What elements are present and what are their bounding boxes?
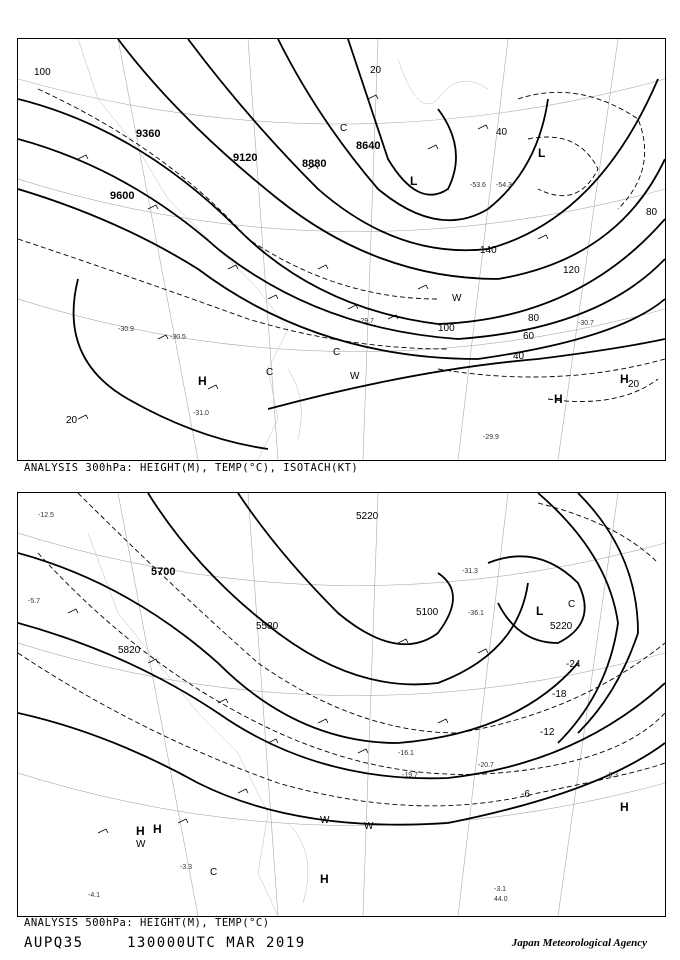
height-label-5220: 5220	[356, 511, 379, 522]
isotach-label: 40	[513, 351, 525, 362]
warm-symbol: W	[364, 821, 374, 832]
high-pressure-symbol: H	[554, 392, 563, 406]
temp-label: -29.9	[483, 434, 499, 441]
height-contours	[18, 39, 665, 449]
map-300hpa-svg	[18, 39, 665, 460]
map-panel-300hpa	[17, 38, 666, 461]
temp-label: -53.6	[470, 182, 486, 189]
isotach-label: 120	[563, 265, 580, 276]
coastline	[88, 533, 308, 916]
high-pressure-symbol: H	[320, 872, 329, 886]
height-label-5100: 5100	[416, 607, 439, 618]
wind-barbs	[78, 95, 548, 419]
height-label-5580: 5580	[256, 621, 279, 632]
high-pressure-symbol: H	[136, 824, 145, 838]
isotach-label: 20	[628, 379, 640, 390]
cold-symbol: C	[333, 347, 341, 358]
map-500hpa-svg	[18, 493, 665, 916]
height-label-100: 100	[34, 67, 51, 78]
isotach-label: 60	[523, 331, 535, 342]
temp-label: -31.3	[462, 568, 478, 575]
temp-label: -3.3	[180, 864, 193, 871]
cold-symbol: C	[266, 367, 274, 378]
height-label-5700: 5700	[151, 566, 176, 578]
temp-label: -30.9	[118, 326, 134, 333]
cold-symbol: C	[210, 867, 218, 878]
temp-label: -5.7	[28, 598, 41, 605]
warm-symbol: W	[350, 371, 360, 382]
low-pressure-symbol: L	[538, 146, 546, 160]
isotach-label: 20	[66, 415, 78, 426]
high-pressure-symbol: H	[620, 800, 629, 814]
coastline	[78, 39, 488, 460]
height-label-9120: 9120	[233, 152, 258, 164]
isotherm-label: -12	[540, 727, 555, 738]
isotherm-label: -24	[566, 659, 581, 670]
height-label-5820: 5820	[118, 645, 141, 656]
temp-label: -19.7	[402, 772, 418, 779]
cold-symbol: C	[340, 123, 348, 134]
warm-symbol: W	[452, 293, 462, 304]
temp-label: -54.3	[496, 182, 512, 189]
isotach-label: 100	[438, 323, 455, 334]
temp-label: -20.7	[478, 762, 494, 769]
low-pressure-symbol: L	[410, 174, 418, 188]
isotach-label: 80	[528, 313, 540, 324]
isotherm-label: -18	[552, 689, 567, 700]
high-pressure-symbol: H	[198, 374, 207, 388]
caption-500hpa: ANALYSIS 500hPa: HEIGHT(M), TEMP(°C)	[24, 917, 270, 929]
temp-label: -29.7	[358, 318, 374, 325]
temp-label: -36.1	[468, 610, 484, 617]
agency-name: Japan Meteorological Agency	[511, 937, 647, 949]
graticule	[18, 493, 665, 916]
height-label-5220: 5220	[550, 621, 573, 632]
temp-label: 44.0	[494, 896, 508, 903]
cold-symbol: C	[568, 599, 576, 610]
isotherm-label: -6	[521, 789, 530, 800]
isotach-label: 20	[370, 65, 382, 76]
height-label-8640: 8640	[356, 140, 381, 152]
warm-symbol: W	[320, 815, 330, 826]
height-label-9600: 9600	[110, 190, 135, 202]
height-label-9360: 9360	[136, 128, 161, 140]
high-pressure-symbol: H	[620, 372, 629, 386]
height-label-8880: 8880	[302, 158, 327, 170]
chart-code: AUPQ35	[24, 935, 84, 951]
isotach-label: 40	[496, 127, 508, 138]
isotherm-contours	[18, 493, 665, 806]
temp-label: -3.1	[494, 886, 507, 893]
valid-time: 130000UTC MAR 2019	[127, 935, 306, 951]
temp-label: -4.1	[88, 892, 101, 899]
high-pressure-symbol: H	[153, 822, 162, 836]
map-panel-500hpa	[17, 492, 666, 917]
caption-300hpa: ANALYSIS 300hPa: HEIGHT(M), TEMP(°C), ISOTACH(KT)	[24, 462, 359, 474]
wind-barbs	[68, 609, 488, 833]
warm-symbol: W	[136, 839, 146, 850]
isotach-label: 80	[646, 207, 658, 218]
graticule	[18, 39, 665, 460]
low-pressure-symbol: L	[536, 604, 544, 618]
temp-label: -16.1	[398, 750, 414, 757]
temp-label: -12.5	[38, 512, 54, 519]
temp-label: -30.5	[170, 334, 186, 341]
temp-label: -31.0	[193, 410, 209, 417]
temp-label: -30.7	[578, 320, 594, 327]
isotach-label: 140	[480, 245, 497, 256]
temp-label: -6.3	[606, 772, 619, 779]
